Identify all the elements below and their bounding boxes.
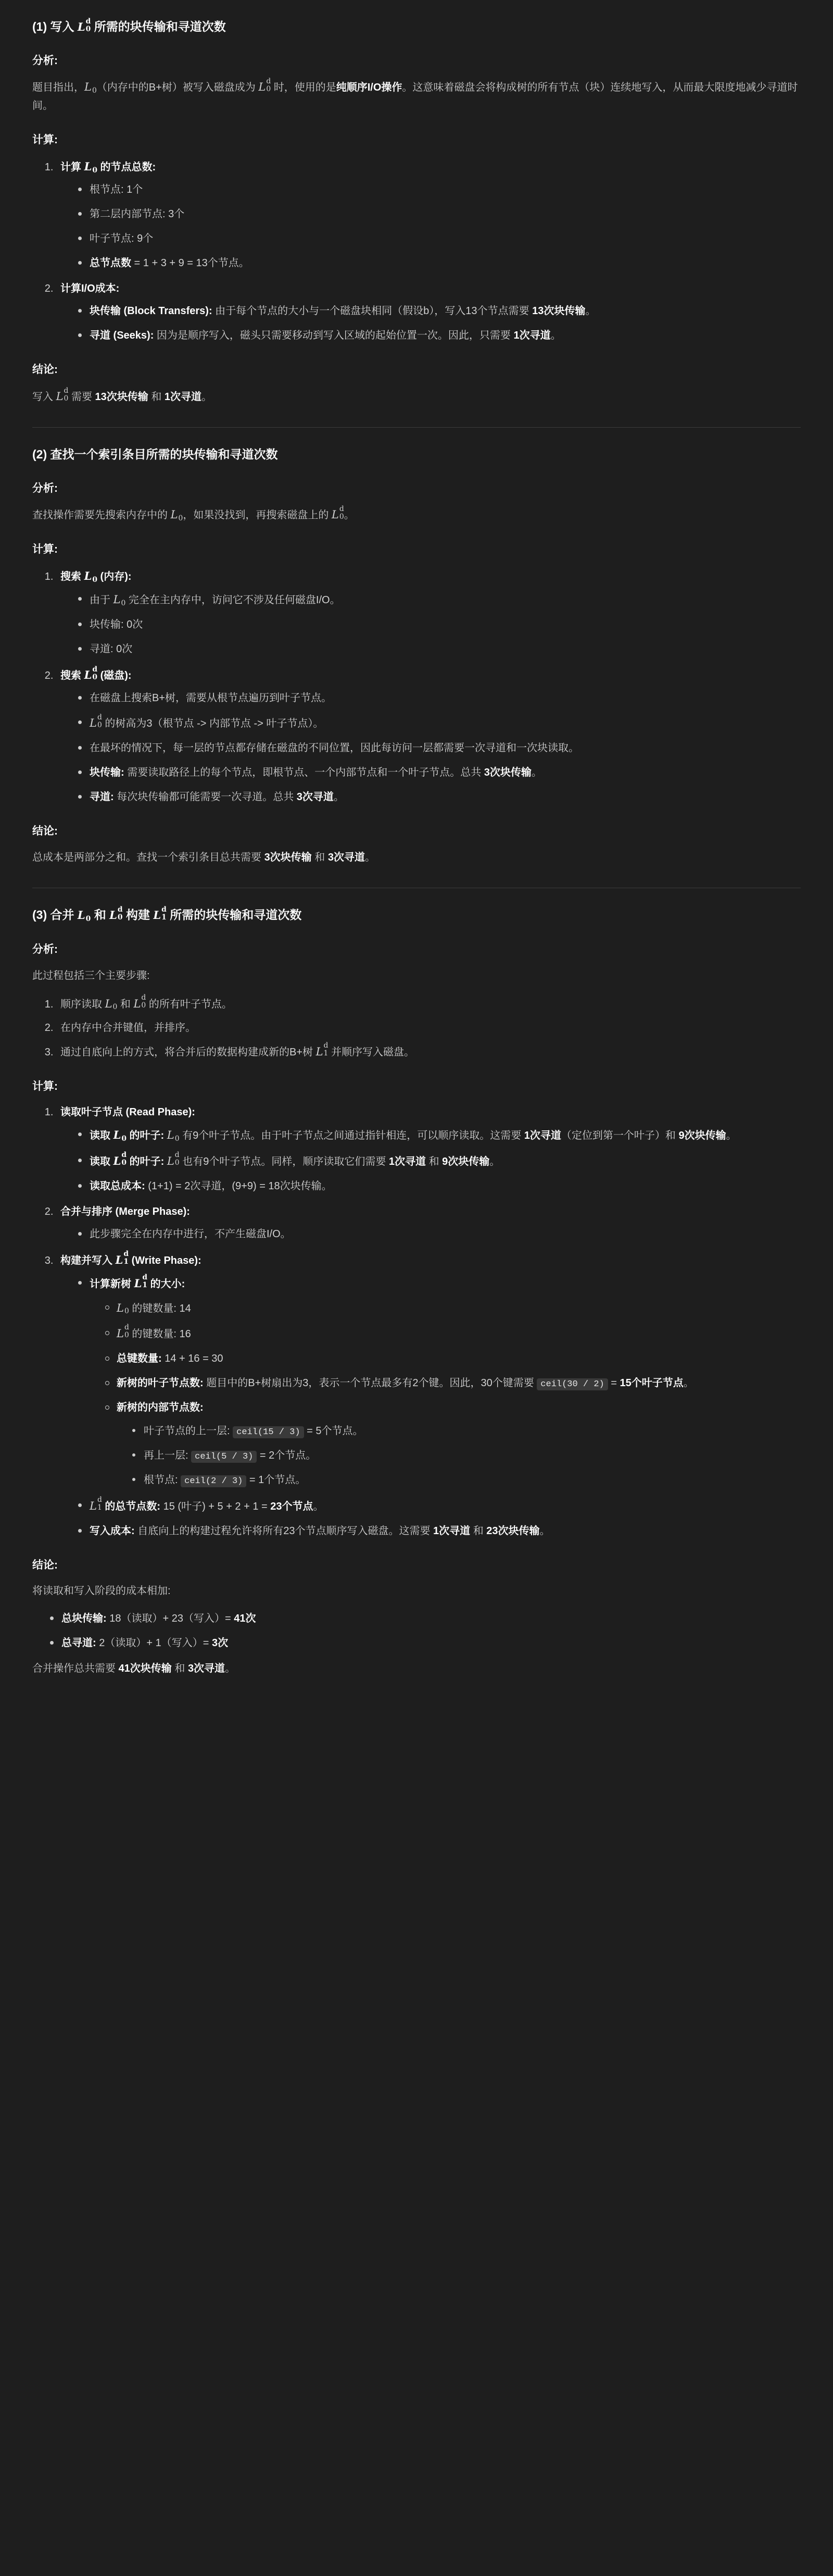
list-item: 块传输 (Block Transfers): 由于每个节点的大小与一个磁盘块相同（假设b），写入13个节点需要 13次块传输。 bbox=[78, 302, 801, 320]
list-item: 在最坏的情况下，每一层的节点都存储在磁盘的不同位置，因此每访问一层都需要一次寻道和一次块读取。 bbox=[78, 739, 801, 757]
list-item: 此步骤完全在内存中进行，不产生磁盘I/O。 bbox=[78, 1225, 801, 1243]
math-l0: $L_0$ bbox=[167, 1129, 180, 1143]
math-l0: $L_0$ bbox=[84, 160, 97, 175]
list-item: 叶子节点: 9个 bbox=[78, 230, 801, 248]
item-title: 合并与排序 (Merge Phase): bbox=[60, 1205, 190, 1217]
analysis-emphasis: 纯顺序I/O操作 bbox=[336, 82, 402, 94]
section-1-analysis-label: 分析: bbox=[32, 54, 58, 67]
list-item: 块传输: 需要读取路径上的每个节点，即根节点、一个内部节点和一个叶子节点。总共 3次块传输。 bbox=[78, 764, 801, 782]
math-l0: $L_0$ bbox=[117, 1301, 129, 1316]
math-l0d: L d 0 bbox=[167, 1151, 180, 1167]
list-item: 读取 L d 0 的叶子: L d 0 也有9个叶子节点。同样，顺序读取它们需要 1次寻道 和 9次块传输。 bbox=[78, 1152, 801, 1171]
section-1-analysis-text bbox=[32, 78, 801, 115]
list-item: 根节点: 1个 bbox=[78, 181, 801, 199]
section-1-conclusion-text: 写入 L d 0 需要 13次块传输 和 1次寻道。 bbox=[32, 386, 212, 403]
list-item: 2. 在内存中合并键值，并排序。 bbox=[56, 1019, 801, 1037]
code-snippet: ceil(15 / 3) bbox=[233, 1426, 304, 1438]
list-item: 计算新树 L d 1 的大小: $L_0$ 的键数量: 14 L d 0 的键数量: 16 总键数量: 14 + 16 = 30 新树的叶子节点数: 题目中的B+树扇出为3，表示一个节点最多有2个键。因此，30个键需要 ceil(30 / 2) = 15个叶子节点。 新树的内部节点数: 叶子节点的上一层: ceil(15 / 3) = 5个节点。 再上一层: ceil(5 / 3) = 2个节点。 根节点: ceil(2 / 3) = 1个节点。 bbox=[78, 1274, 801, 1489]
section-1-calc-list bbox=[32, 157, 801, 345]
list-item: 新树的叶子节点数: 题目中的B+树扇出为3，表示一个节点最多有2个键。因此，30个键需要 ceil(30 / 2) = 15个叶子节点。 bbox=[105, 1374, 801, 1392]
list-item: 总键数量: 14 + 16 = 30 bbox=[105, 1350, 801, 1368]
section-1-heading-suffix: 所需的块传输和寻道次数 bbox=[91, 20, 226, 33]
section-3-steps-list bbox=[32, 994, 801, 1062]
code-snippet: ceil(30 / 2) bbox=[537, 1378, 608, 1390]
math-l0d: L d 0 bbox=[109, 905, 123, 922]
list-item: 读取 $L_0$ 的叶子: $L_0$ 有9个叶子节点。由于叶子节点之间通过指针相连，可以顺序读取。这需要 1次寻道（定位到第一个叶子）和 9次块传输。 bbox=[78, 1126, 801, 1145]
list-item: 根节点: ceil(2 / 3) = 1个节点。 bbox=[132, 1471, 801, 1489]
section-3-heading: (3) 合并 $L_0$ 和 L d 0 构建 L d 1 所需的块传输和寻道次数 bbox=[32, 905, 302, 923]
list-item: L d 0 的键数量: 16 bbox=[105, 1324, 801, 1343]
list-item bbox=[56, 280, 801, 345]
code-snippet: ceil(2 / 3) bbox=[181, 1475, 246, 1487]
bullet-list bbox=[60, 689, 801, 806]
bullet-sublist bbox=[90, 1299, 801, 1489]
list-item: 在磁盘上搜索B+树，需要从根节点遍历到叶子节点。 bbox=[78, 689, 801, 707]
section-2-calc-label: 计算: bbox=[32, 543, 58, 556]
list-item: 写入成本: 自底向上的构建过程允许将所有23个节点顺序写入磁盘。这需要 1次寻道 和 23次块传输。 bbox=[78, 1522, 801, 1540]
section-2-conclusion-label: 结论: bbox=[32, 825, 58, 838]
math-l0d: L d 0 bbox=[56, 386, 69, 403]
math-l0d: L d 0 bbox=[77, 17, 91, 33]
analysis-text-a: 题目指出， bbox=[32, 82, 84, 94]
math-l1d: L d 1 bbox=[115, 1250, 129, 1266]
section-3-conclusion-list bbox=[32, 1610, 801, 1652]
list-item: 叶子节点的上一层: ceil(15 / 3) = 5个节点。 bbox=[132, 1422, 801, 1440]
math-l0: $L_0$ bbox=[84, 81, 97, 95]
list-item: 由于 $L_0$ 完全在主内存中，访问它不涉及任何磁盘I/O。 bbox=[78, 590, 801, 609]
list-item: 1. 搜索 $L_0$ (内存): 由于 $L_0$ 完全在主内存中，访问它不涉及任何磁盘I/O。 块传输: 0次 寻道: 0次 bbox=[56, 567, 801, 658]
section-3-calc-list bbox=[32, 1103, 801, 1540]
math-l1d: L d 1 bbox=[153, 905, 167, 922]
list-item: 3. 构建并写入 L d 1 (Write Phase): 计算新树 L d 1 的大小: $L_0$ 的键数量: 14 L d 0 的键数量: 16 总键数量: 14 + 16 = 30 新树的叶子节点数: 题目中的B+树扇出为3，表示一个节点最多有2个键。因此，30个键需要 ceil(30 / 2) = 15个叶子节点。 新树的内部节点数: 叶子节点的上一层: ceil(15 / 3) = 5个节点。 再上一层: ceil(5 / 3) = 2个节点。 根节点: ceil(2 / 3) = 1个节点。 L d 1 的总节点数: 15 (叶子) + 5 + 2 + 1 = 23个节点。 写入成本: 自底向上的构建过程允许将所有23个节点顺序写入磁盘。这需要 1次寻道 和 23次块传输。 bbox=[56, 1251, 801, 1540]
list-item: 总节点数 = 1 + 3 + 9 = 13个节点。 bbox=[78, 254, 801, 272]
list-item: 读取总成本: (1+1) = 2次寻道，(9+9) = 18次块传输。 bbox=[78, 1177, 801, 1196]
list-item: 第二层内部节点: 3个 bbox=[78, 205, 801, 223]
list-item: 寻道 (Seeks): 因为是顺序写入，磁头只需要移动到写入区域的起始位置一次。因此，只需要 1次寻道。 bbox=[78, 327, 801, 345]
list-item: 2. 搜索 L d 0 (磁盘): 在磁盘上搜索B+树，需要从根节点遍历到叶子节点。 L d 0 的树高为3（根节点 -> 内部节点 -> 叶子节点）。 在最坏的情况下，每一层的节点都存储在磁盘的不同位置，因此每访问一层都需要一次寻道和一次块读取。 块传输: 需要读取路径上的每个节点，即根节点、一个内部节点和一个叶子节点。总共 3次块传输。 寻道: 每次块传输都可能需要一次寻道。总共 3次寻道。 bbox=[56, 666, 801, 806]
code-snippet: ceil(5 / 3) bbox=[191, 1451, 257, 1463]
analysis-text-b: （内存中的B+树）被写入磁盘成为 bbox=[96, 82, 259, 94]
list-item bbox=[56, 1203, 801, 1243]
section-1-calc-label: 计算: bbox=[32, 134, 58, 146]
math-l0: $L_0$ bbox=[113, 1128, 127, 1143]
math-l0d: L d 0 bbox=[258, 77, 271, 94]
list-item: 块传输: 0次 bbox=[78, 616, 801, 634]
item-title: 计算I/O成本: bbox=[60, 283, 120, 295]
section-2-analysis-label: 分析: bbox=[32, 482, 58, 494]
list-item: $L_0$ 的键数量: 14 bbox=[105, 1299, 801, 1318]
section-3-conclusion-final: 合并操作总共需要 41次块传输 和 3次寻道。 bbox=[32, 1663, 236, 1675]
section-2-heading: (2) 查找一个索引条目所需的块传输和寻道次数 bbox=[32, 447, 278, 461]
math-l0: $L_0$ bbox=[113, 593, 126, 608]
item-title-pre: 计算 bbox=[60, 161, 84, 173]
section-2-analysis-text: 查找操作需要先搜索内存中的 $L_0$，如果没找到，再搜索磁盘上的 L d 0 。 bbox=[32, 505, 355, 523]
list-item: 3. 通过自底向上的方式，将合并后的数据构建成新的B+树 L d 1 并顺序写入磁盘。 bbox=[56, 1042, 801, 1062]
section-3-conclusion-label: 结论: bbox=[32, 1559, 58, 1571]
math-l0d: L d 0 bbox=[133, 993, 146, 1010]
analysis-text-c: 时，使用的是 bbox=[271, 82, 336, 94]
analysis-text-d: 。这意味着磁盘会将构成树的所有节点（块）连续地写入，从而最大限度地减少寻道时间。 bbox=[32, 82, 798, 112]
section-3-conclusion-intro: 将读取和写入阶段的成本相加: bbox=[32, 1585, 171, 1597]
math-l0: $L_0$ bbox=[77, 909, 91, 923]
list-item: 1. 顺序读取 $L_0$ 和 L d 0 的所有叶子节点。 bbox=[56, 994, 801, 1014]
bullet-list bbox=[60, 181, 801, 272]
list-item: 新树的内部节点数: 叶子节点的上一层: ceil(15 / 3) = 5个节点。 再上一层: ceil(5 / 3) = 2个节点。 根节点: ceil(2 / 3) = 1个节点。 bbox=[105, 1399, 801, 1489]
math-l0: $L_0$ bbox=[170, 508, 183, 523]
math-l0d: L d 0 bbox=[331, 505, 344, 521]
math-l0d: L d 0 bbox=[84, 665, 98, 682]
section-divider bbox=[32, 427, 801, 428]
item-title-post: 的节点总数: bbox=[97, 161, 156, 173]
bullet-list bbox=[60, 1274, 801, 1540]
list-item: L d 1 的总节点数: 15 (叶子) + 5 + 2 + 1 = 23个节点。 bbox=[78, 1497, 801, 1516]
section-2-conclusion-text: 总成本是两部分之和。查找一个索引条目总共需要 3次块传输 和 3次寻道。 bbox=[32, 852, 375, 864]
section-1-heading-prefix: (1) 写入 bbox=[32, 20, 78, 33]
section-3-analysis-label: 分析: bbox=[32, 943, 58, 955]
section-1-heading bbox=[32, 18, 801, 36]
section-1-conclusion-label: 结论: bbox=[32, 364, 58, 376]
math-l0: $L_0$ bbox=[105, 997, 118, 1012]
list-item: 寻道: 每次块传输都可能需要一次寻道。总共 3次寻道。 bbox=[78, 788, 801, 806]
section-3-calc-label: 计算: bbox=[32, 1080, 58, 1092]
item-title: 读取叶子节点 (Read Phase): bbox=[60, 1106, 195, 1118]
section-3-analysis-text: 此过程包括三个主要步骤: bbox=[32, 969, 150, 981]
list-item: 再上一层: ceil(5 / 3) = 2个节点。 bbox=[132, 1447, 801, 1465]
list-item: 总块传输: 18（读取）+ 23（写入）= 41次 bbox=[50, 1610, 801, 1628]
bullet-list bbox=[60, 302, 801, 345]
math-l0d: L d 0 bbox=[90, 713, 102, 730]
bullet-list bbox=[60, 1225, 801, 1243]
math-l1d: L d 1 bbox=[90, 1496, 102, 1512]
bullet-list bbox=[60, 1126, 801, 1195]
math-l0: $L_0$ bbox=[84, 569, 97, 584]
list-item bbox=[56, 1103, 801, 1195]
section-2-calc-list bbox=[32, 567, 801, 806]
list-item: L d 0 的树高为3（根节点 -> 内部节点 -> 叶子节点）。 bbox=[78, 714, 801, 733]
bullet-list bbox=[60, 590, 801, 658]
math-l0d: L d 0 bbox=[113, 1151, 127, 1167]
math-l0d: L d 0 bbox=[117, 1323, 129, 1340]
bullet-subsublist bbox=[117, 1422, 801, 1489]
list-item: 总寻道: 2（读取）+ 1（写入）= 3次 bbox=[50, 1634, 801, 1652]
list-item: 寻道: 0次 bbox=[78, 640, 801, 658]
math-l1d: L d 1 bbox=[134, 1273, 148, 1290]
math-l1d: L d 1 bbox=[315, 1041, 329, 1058]
list-item bbox=[56, 157, 801, 272]
